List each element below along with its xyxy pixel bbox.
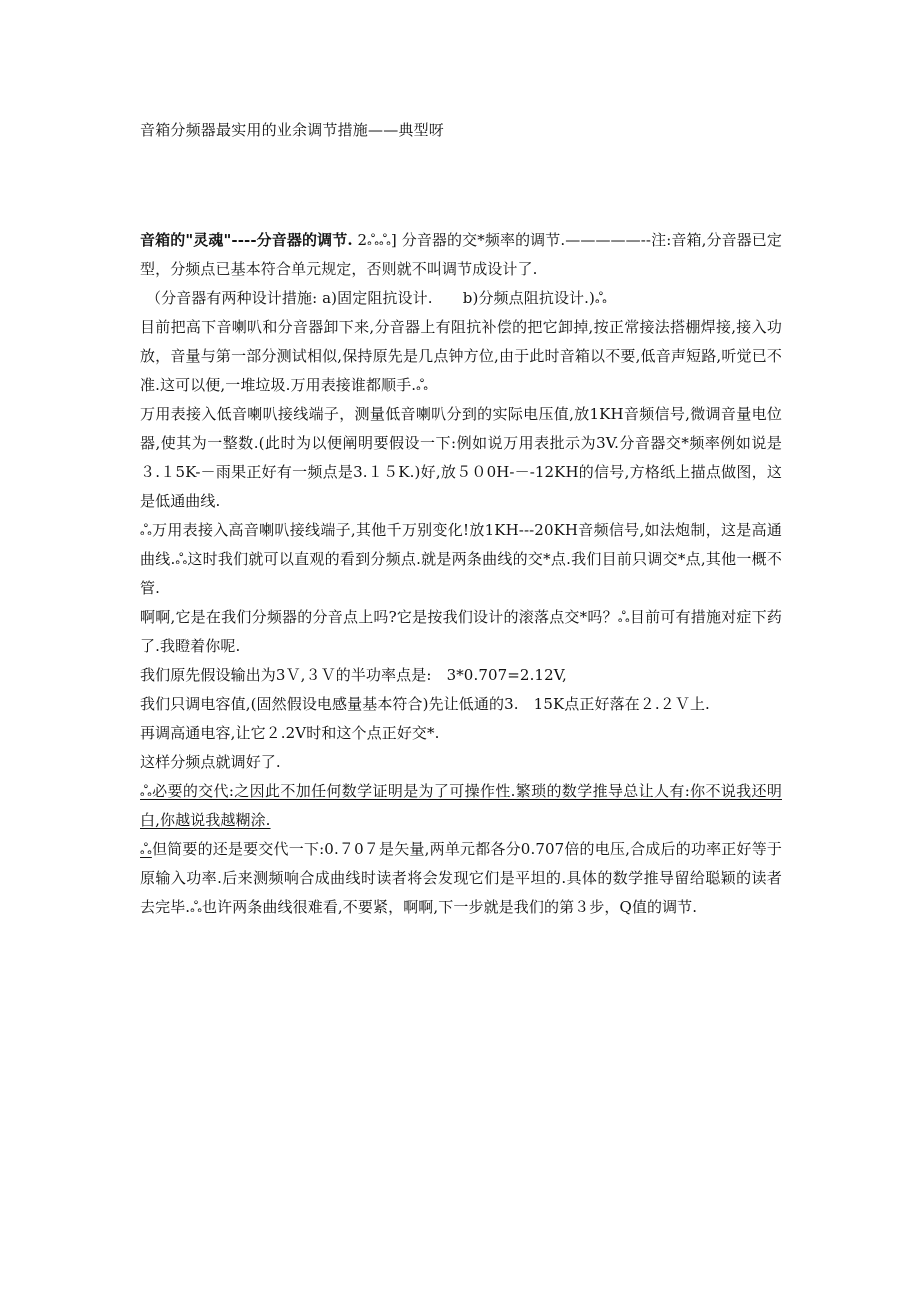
paragraph-mark: ஃ	[140, 840, 152, 858]
paragraph-design-methods: （分音器有两种设计措施: a)固定阻抗设计. b)分频点阻抗设计.)ஃ	[146, 289, 607, 307]
paragraph-vector-explanation	[140, 835, 782, 922]
paragraph-high-pass: ஃ万用表接入高音喇叭接线端子,其他千万别变化!放1KH---20KH音频信号,如法炮制，这是高通曲线.ஃ这时我们就可以直观的看到分频点.就是两条曲线的交*点.我们目前只调交*点,其他一概不管.	[140, 521, 782, 597]
paragraph-crossover-question: 啊啊,它是在我们分频器的分音点上吗?它是按我们设计的滚落点交*吗？ஃ目前可有措施对症下药了.我瞪着你呢.	[140, 608, 782, 655]
paragraph-necessary-note	[140, 777, 782, 835]
paragraph-adjust-high-capacitor: 再调高通电容,让它２.2V时和这个点正好交*.	[140, 724, 440, 742]
paragraph-remove-speakers: 目前把高下音喇叭和分音器卸下来,分音器上有阻抗补偿的把它卸掉,按正常接法搭棚焊接,接入功放，音量与第一部分测试相似,保持原先是几点钟方位,由于此时音箱以不要,低音声短路,听觉已不准.这可以便,一堆垃圾.万用表接谁都顺手.ஃ	[140, 318, 782, 394]
document-title: 音箱分频器最实用的业余调节措施——典型呀	[140, 121, 445, 139]
intro-paragraph	[140, 226, 782, 284]
paragraph-adjust-capacitor: 我们只调电容值,(固然假设电感量基本符合)先让低通的3. 15K点正好落在２.２Ｖ上.	[140, 695, 710, 713]
underlined-note: ஃ必要的交代:之因此不加任何数学证明是为了可操作性.繁琐的数学推导总让人有:你不说我还明白,你越说我越糊涂.	[140, 782, 782, 829]
paragraph-half-power: 我们原先假设输出为3Ｖ,３Ｖ的半功率点是: 3*0.707=2.12V,	[140, 666, 567, 684]
intro-heading: 音箱的"灵魂"----分音器的调节.	[140, 231, 353, 249]
document-body	[140, 226, 782, 922]
paragraph-low-pass: 万用表接入低音喇叭接线端子，测量低音喇叭分到的实际电压值,放1KH音频信号,微调音量电位器,使其为一整数.(此时为以便阐明要假设一下:例如说万用表批示为3V.分音器交*频率例如说是３.１5K-－雨果正好有一频点是3.１５K.)好,放５０0H-－-12KH的信号,方格纸上描点做图，这是低通曲线.	[140, 405, 782, 510]
vector-explanation-text: 但简要的还是要交代一下:0.７0７是矢量,两单元都各分0.707倍的电压,合成后的功率正好等于原输入功率.后来测频响合成曲线时读者将会发现它们是平坦的.具体的数学推导留给聪颖的读者去完毕.ஃ也许两条曲线很难看,不要紧，啊啊,下一步就是我们的第３步，Q值的调节.	[140, 840, 782, 916]
intro-text: 2ஃஃ] 分音器的交*频率的调节.—————--注:音箱,分音器已定型，分频点已基本符合单元规定，否则就不叫调节成设计了.	[140, 231, 782, 278]
paragraph-done: 这样分频点就调好了.	[140, 753, 281, 771]
